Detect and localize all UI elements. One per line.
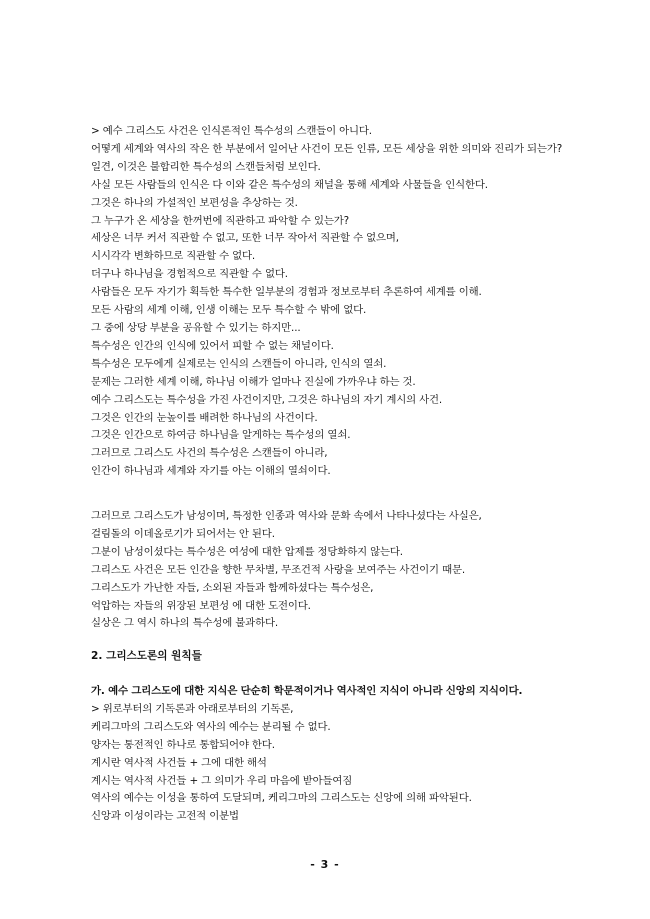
section-gender-particularity	[91, 508, 611, 633]
text-line: 그리스도 사건은 모든 인간을 향한 무차별, 무조건적 사랑을 보여주는 사건이기 때문.	[91, 563, 466, 576]
text-line: 그 중에 상당 부분을 공유할 수 있기는 하지만...	[91, 321, 301, 334]
text-line: > 위로부터의 기독론과 아래로부터의 기독론,	[91, 702, 294, 715]
text-line: 그것은 인간으로 하여금 하나님을 알게하는 특수성의 열쇠.	[91, 429, 351, 442]
text-line: 세상은 너무 커서 직관할 수 없고, 또한 너무 작아서 직관할 수 없으며,	[91, 232, 399, 245]
text-line: 계시는 역사적 사건들 + 그 의미가 우리 마음에 받아들여짐	[91, 774, 353, 787]
text-line: 케리그마의 그리스도와 역사의 예수는 분리될 수 없다.	[91, 720, 331, 733]
text-line: 모든 사람의 세계 이해, 인생 이해는 모두 특수할 수 밖에 없다.	[91, 304, 367, 317]
page-number: - 3 -	[310, 858, 340, 871]
text-line: 그 누구가 온 세상을 한꺼번에 직관하고 파악할 수 있는가?	[91, 214, 349, 227]
text-line: 인간이 하나님과 세계와 자기를 아는 이해의 열쇠이다.	[91, 465, 331, 478]
text-line: 실상은 그 역시 하나의 특수성에 불과하다.	[91, 617, 279, 630]
text-line: 그러므로 그리스도가 남성이며, 특정한 인종과 역사와 문화 속에서 나타나셨다는 사실은,	[91, 510, 482, 522]
text-line: 시시각각 변화하므로 직관할 수 없다.	[91, 250, 256, 263]
section-particularity	[91, 123, 611, 481]
text-line: 사람들은 모두 자기가 획득한 특수한 일부분의 경험과 정보로부터 추론하여 세계를 이해.	[91, 286, 482, 299]
text-line: 예수 그리스도는 특수성을 가진 사건이지만, 그것은 하나님의 자기 계시의 사건.	[91, 393, 443, 406]
text-line: 어떻게 세계와 역사의 작은 한 부분에서 일어난 사건이 모든 인류, 모든 세상을 위한 의미와 진리가 되는가?	[91, 142, 563, 155]
text-line: 억압하는 자들의 위장된 보편성 에 대한 도전이다.	[91, 599, 311, 612]
text-line: 그것은 인간의 눈높이를 배려한 하나님의 사건이다.	[91, 411, 318, 424]
text-line: 더구나 하나님을 경험적으로 직관할 수 없다.	[91, 268, 288, 281]
text-line: 걸림돌의 이데올로기가 되어서는 안 된다.	[91, 527, 275, 540]
text-line: 사실 모든 사람들의 인식은 다 이와 같은 특수성의 채널을 통해 세계와 사물들을 인식한다.	[91, 178, 488, 191]
text-line: 그것은 하나의 가설적인 보편성을 추상하는 것.	[91, 196, 298, 209]
section-principles	[91, 683, 611, 826]
text-line: 역사의 예수는 이성을 통하여 도달되며, 케리그마의 그리스도는 신앙에 의해 파악된다.	[91, 792, 472, 805]
text-line: 일견, 이것은 불합리한 특수성의 스캔들처럼 보인다.	[91, 160, 321, 173]
text-line: 신앙과 이성이라는 고전적 이분법	[91, 810, 239, 823]
text-line: 그분이 남성이셨다는 특수성은 여성에 대한 압제를 정당화하지 않는다.	[91, 545, 403, 558]
text-line: 계시란 역사적 사건들 + 그에 대한 해석	[91, 756, 267, 769]
text-line: > 예수 그리스도 사건은 인식론적인 특수성의 스캔들이 아니다.	[91, 125, 372, 137]
text-line: 그리스도가 가난한 자들, 소외된 자들과 함께하셨다는 특수성은,	[91, 581, 374, 594]
principle-title: 가. 예수 그리스도에 대한 지식은 단순히 학문적이거나 역사적인 지식이 아니라 신앙의 지식이다.	[91, 685, 523, 697]
section-heading: 2. 그리스도론의 원칙들	[91, 650, 202, 662]
text-line: 그러므로 그리스도 사건의 특수성은 스캔들이 아니라,	[91, 447, 328, 460]
text-line: 특수성은 모두에게 실제로는 인식의 스캔들이 아니라, 인식의 열쇠.	[91, 357, 387, 370]
text-line: 특수성은 인간의 인식에 있어서 피할 수 없는 채널이다.	[91, 339, 334, 352]
text-line: 양자는 통전적인 하나로 통합되어야 한다.	[91, 738, 275, 751]
text-line: 문제는 그러한 세계 이해, 하나님 이해가 얼마나 진실에 가까우냐 하는 것.	[91, 375, 416, 388]
